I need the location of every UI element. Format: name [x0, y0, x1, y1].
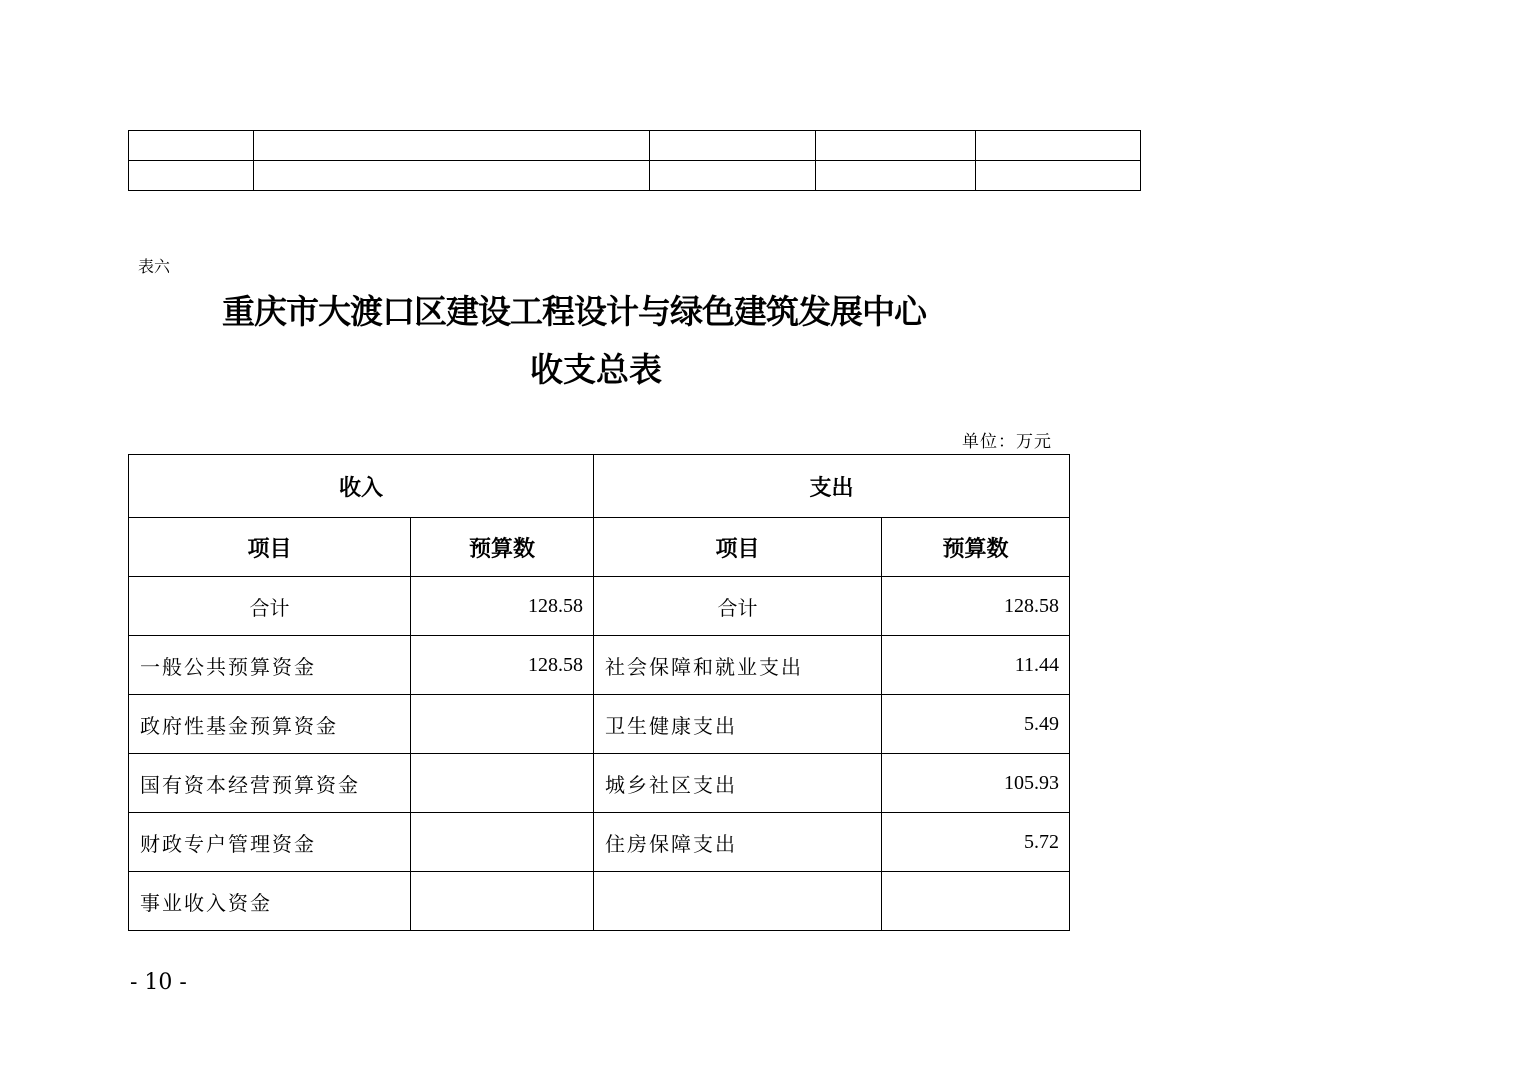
table-row	[129, 131, 1141, 161]
table-row	[129, 754, 1070, 813]
expense-item	[594, 872, 882, 931]
table-row	[129, 161, 1141, 191]
unit-label: 单位：万元	[962, 432, 1052, 452]
income-total-value: 128.58	[411, 577, 594, 636]
table-row	[129, 636, 1070, 695]
table-label: 表六	[138, 257, 171, 276]
previous-table-fragment	[128, 130, 1141, 191]
income-item: 事业收入资金	[129, 872, 411, 931]
income-item: 国有资本经营预算资金	[129, 754, 411, 813]
income-value	[411, 813, 594, 872]
expense-header: 支出	[594, 455, 1070, 518]
income-value	[411, 872, 594, 931]
expense-total-label: 合计	[594, 577, 882, 636]
income-item: 政府性基金预算资金	[129, 695, 411, 754]
income-budget-header: 预算数	[411, 518, 594, 577]
expense-item: 城乡社区支出	[594, 754, 882, 813]
expense-item: 社会保障和就业支出	[594, 636, 882, 695]
expense-value: 11.44	[882, 636, 1070, 695]
expense-value: 105.93	[882, 754, 1070, 813]
table-header-row	[129, 455, 1070, 518]
income-total-label: 合计	[129, 577, 411, 636]
income-value	[411, 695, 594, 754]
total-row	[129, 577, 1070, 636]
document-title: 重庆市大渡口区建设工程设计与绿色建筑发展中心	[222, 292, 926, 331]
expense-item: 住房保障支出	[594, 813, 882, 872]
income-header: 收入	[129, 455, 594, 518]
document-subtitle: 收支总表	[530, 350, 662, 389]
expense-budget-header: 预算数	[882, 518, 1070, 577]
expense-value	[882, 872, 1070, 931]
income-item: 一般公共预算资金	[129, 636, 411, 695]
income-expense-table	[128, 454, 1070, 931]
expense-item-header: 项目	[594, 518, 882, 577]
income-item-header: 项目	[129, 518, 411, 577]
expense-value: 5.49	[882, 695, 1070, 754]
table-row	[129, 813, 1070, 872]
expense-value: 5.72	[882, 813, 1070, 872]
income-item: 财政专户管理资金	[129, 813, 411, 872]
table-row	[129, 695, 1070, 754]
table-row	[129, 872, 1070, 931]
income-value: 128.58	[411, 636, 594, 695]
page-number: - 10 -	[130, 970, 187, 995]
table-subheader-row	[129, 518, 1070, 577]
income-value	[411, 754, 594, 813]
expense-item: 卫生健康支出	[594, 695, 882, 754]
expense-total-value: 128.58	[882, 577, 1070, 636]
